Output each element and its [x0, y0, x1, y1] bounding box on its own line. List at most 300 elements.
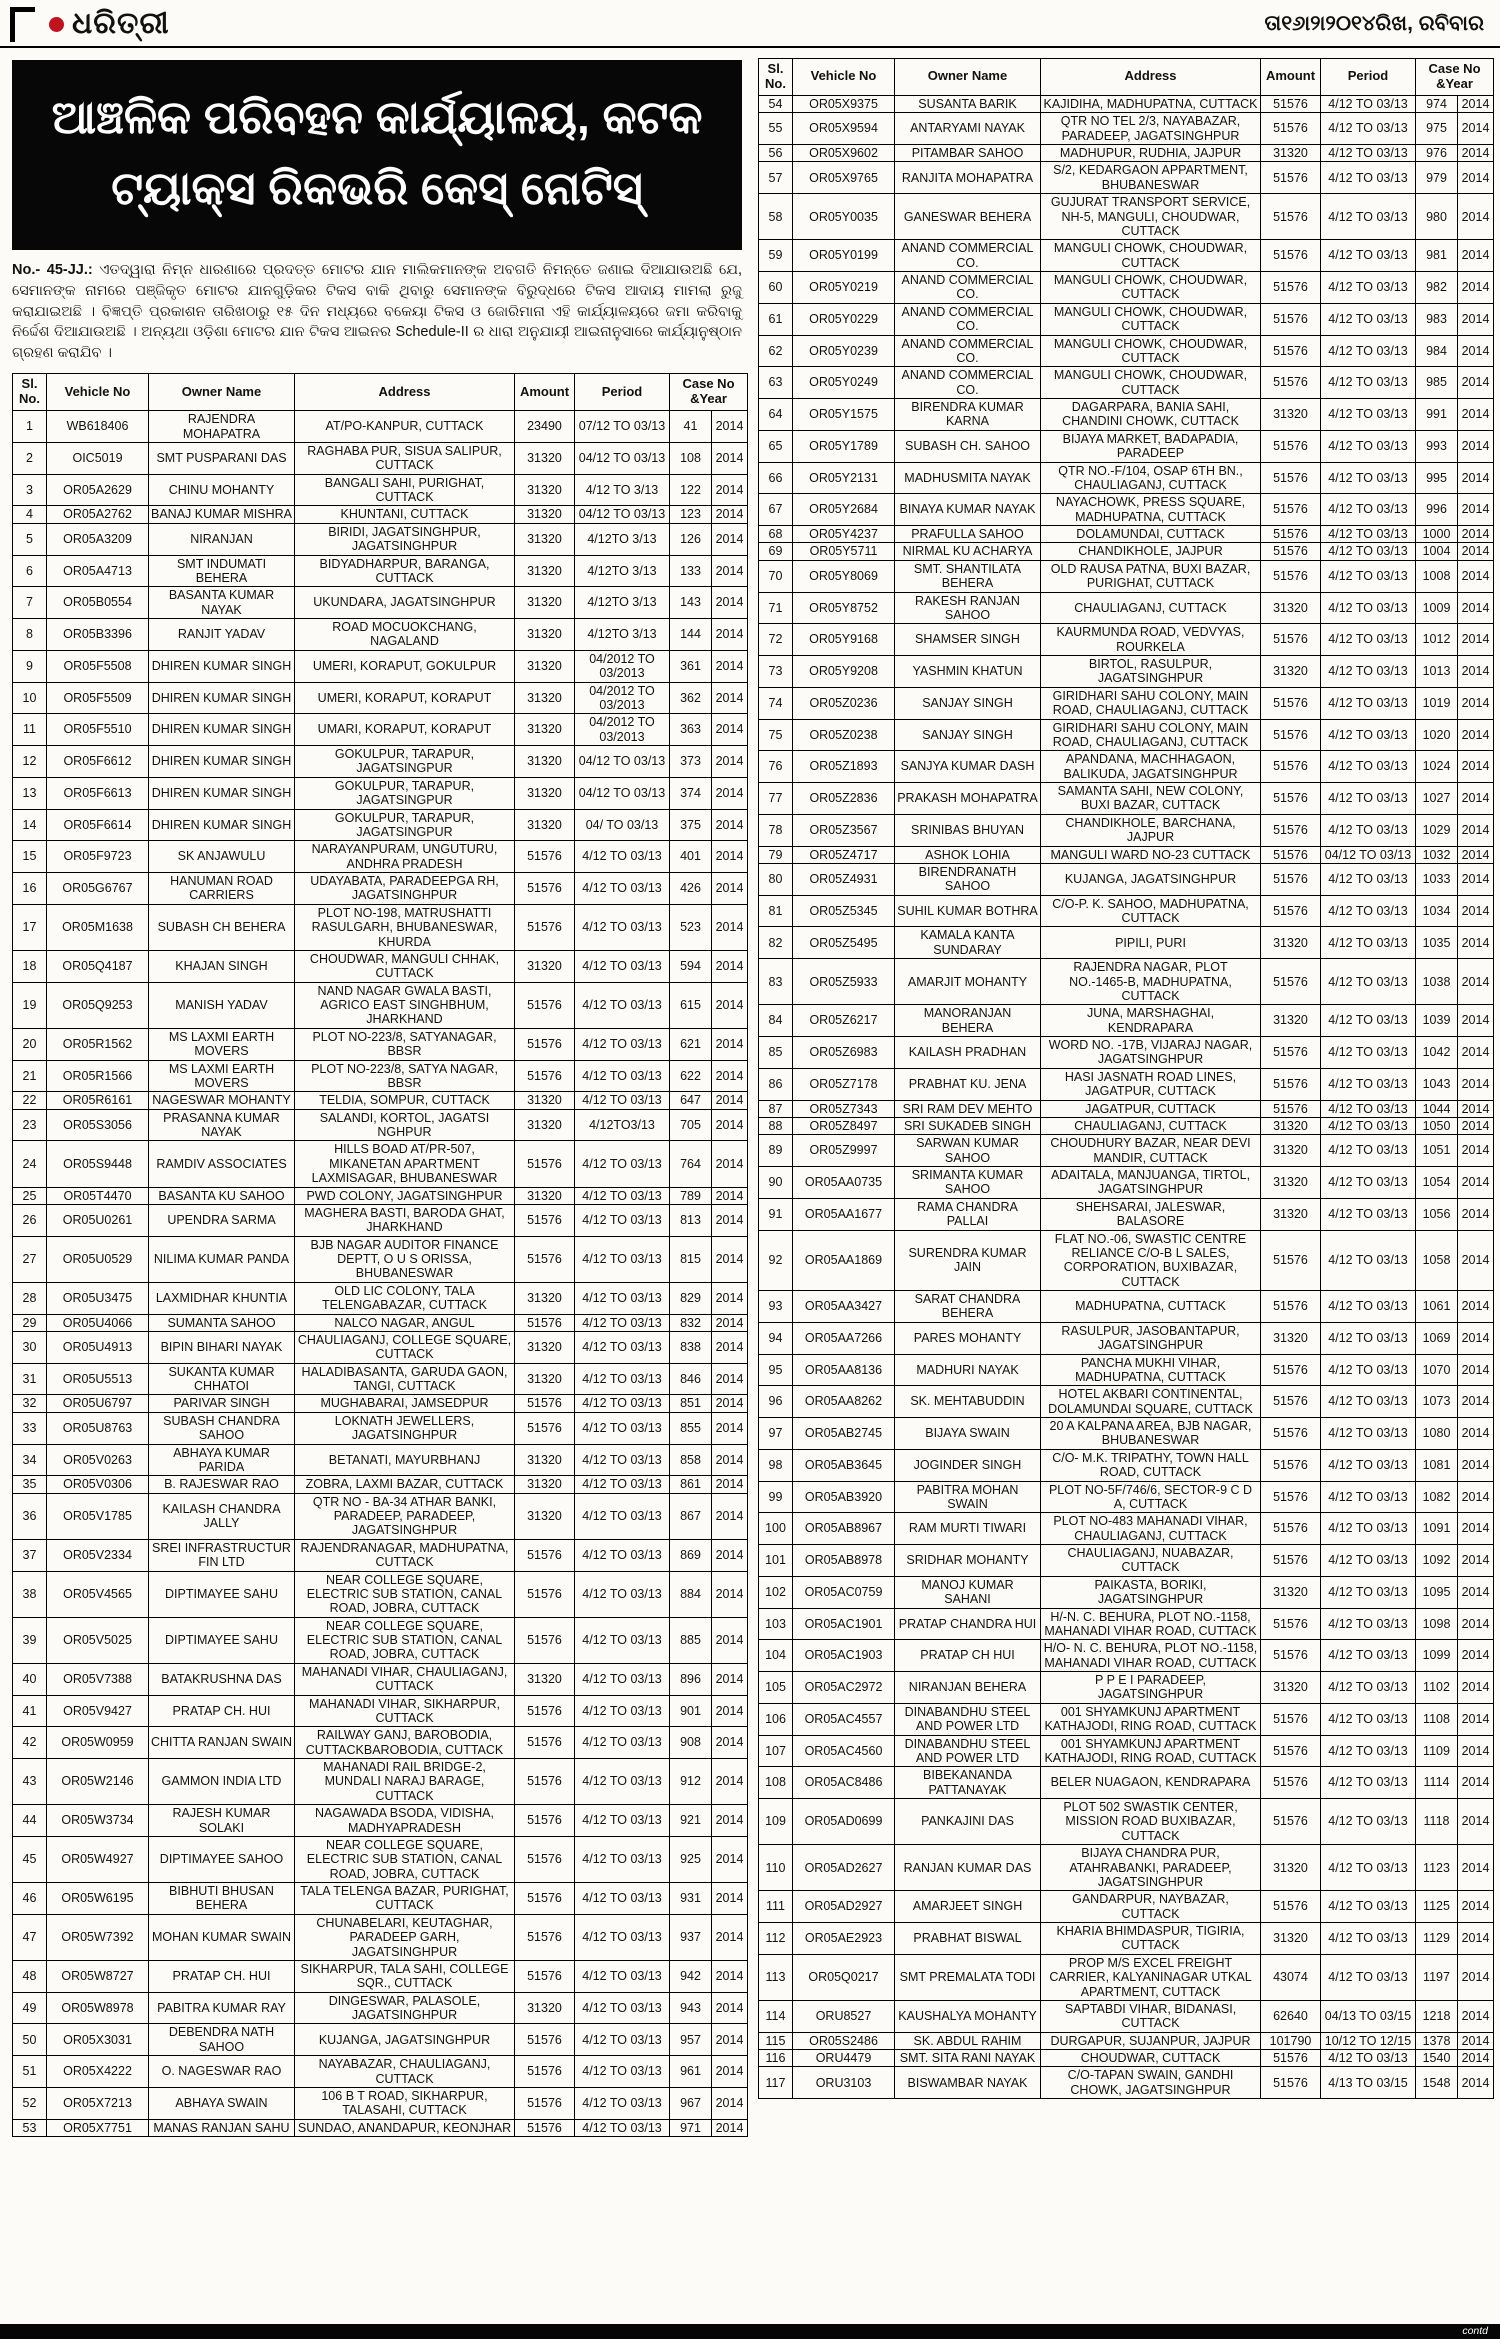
cell-sl-no: 32	[13, 1395, 47, 1412]
cell-address: GUJURAT TRANSPORT SERVICE, NH-5, MANGULI, CHOUDWAR, CUTTACK	[1041, 194, 1261, 240]
cell-vehicle-no: OR05Z6217	[793, 1005, 895, 1037]
cell-vehicle-no: OR05AC8486	[793, 1767, 895, 1799]
cell-case-no: 885	[670, 1617, 712, 1663]
cell-period: 4/12 TO 03/13	[1321, 1767, 1416, 1799]
cell-period: 4/12 TO 03/13	[575, 1476, 670, 1493]
cell-period: 4/12 TO 03/13	[1321, 1449, 1416, 1481]
cell-case-no: 144	[670, 619, 712, 651]
cell-period: 4/12 TO 03/13	[1321, 1068, 1416, 1100]
cell-sl-no: 38	[13, 1571, 47, 1617]
cell-year: 2014	[1458, 1230, 1494, 1291]
cell-period: 4/12 TO 03/13	[1321, 1117, 1416, 1134]
cell-address: HOTEL AKBARI CONTINENTAL, DOLAMUNDAI SQUARE, CUTTACK	[1041, 1386, 1261, 1418]
cell-vehicle-no: OR05AC1901	[793, 1608, 895, 1640]
cell-address: ADAITALA, MANJUANGA, TIRTOL, JAGATSINGHPUR	[1041, 1167, 1261, 1199]
cell-case-no: 363	[670, 714, 712, 746]
cell-period: 04/ TO 03/13	[575, 809, 670, 841]
cell-amount: 51576	[1261, 1037, 1321, 1069]
cell-case-no: 813	[670, 1204, 712, 1236]
cell-case-no: 1129	[1416, 1923, 1458, 1955]
cell-sl-no: 25	[13, 1187, 47, 1204]
cell-owner-name: O. NAGESWAR RAO	[149, 2056, 295, 2088]
column-header: Period	[575, 374, 670, 411]
column-header: Address	[295, 374, 515, 411]
cell-sl-no: 9	[13, 650, 47, 682]
cell-year: 2014	[1458, 959, 1494, 1005]
cell-sl-no: 16	[13, 873, 47, 905]
cell-owner-name: PARIVAR SINGH	[149, 1395, 295, 1412]
cell-address: QTR NO TEL 2/3, NAYABAZAR, PARADEEP, JAGATSINGHPUR	[1041, 113, 1261, 145]
cell-sl-no: 87	[759, 1100, 793, 1117]
cell-sl-no: 30	[13, 1331, 47, 1363]
table-row	[759, 303, 1494, 335]
column-header: Sl. No.	[759, 59, 793, 96]
cell-period: 4/12 TO 03/13	[575, 950, 670, 982]
cell-period: 4/12 TO 03/13	[575, 1236, 670, 1282]
cell-year: 2014	[712, 1571, 748, 1617]
table-row	[759, 814, 1494, 846]
cell-vehicle-no: OIC5019	[47, 442, 149, 474]
cell-period: 4/13 TO 03/15	[1321, 2067, 1416, 2099]
cell-case-no: 1069	[1416, 1322, 1458, 1354]
cell-case-no: 108	[670, 442, 712, 474]
cell-address: BIJAYA CHANDRA PUR, ATAHRABANKI, PARADEEP, JAGATSINGHPUR	[1041, 1845, 1261, 1891]
cell-vehicle-no: OR05X9765	[793, 162, 895, 194]
corner-mark	[10, 7, 35, 42]
cell-year: 2014	[1458, 895, 1494, 927]
cell-case-no: 1024	[1416, 751, 1458, 783]
cell-period: 4/12 TO 03/13	[1321, 1672, 1416, 1704]
cell-amount: 51576	[1261, 1481, 1321, 1513]
cell-year: 2014	[712, 1883, 748, 1915]
cell-vehicle-no: OR05Z0238	[793, 719, 895, 751]
table-row	[759, 1954, 1494, 2000]
cell-year: 2014	[712, 950, 748, 982]
cell-address: BETANATI, MAYURBHANJ	[295, 1444, 515, 1476]
cell-period: 4/12 TO 03/13	[575, 1187, 670, 1204]
cell-vehicle-no: OR05A4713	[47, 555, 149, 587]
cell-owner-name: PRAFULLA SAHOO	[895, 526, 1041, 543]
cell-address: HALADIBASANTA, GARUDA GAON, TANGI, CUTTACK	[295, 1363, 515, 1395]
cell-owner-name: JOGINDER SINGH	[895, 1449, 1041, 1481]
cell-sl-no: 15	[13, 841, 47, 873]
cell-case-no: 1070	[1416, 1354, 1458, 1386]
cell-period: 4/12 TO 03/13	[575, 1493, 670, 1539]
cell-case-no: 896	[670, 1663, 712, 1695]
cell-amount: 51576	[1261, 1735, 1321, 1767]
cell-owner-name: SANJAY SINGH	[895, 687, 1041, 719]
cell-sl-no: 66	[759, 462, 793, 494]
cell-period: 4/12 TO 03/13	[1321, 303, 1416, 335]
cell-owner-name: BATAKRUSHNA DAS	[149, 1663, 295, 1695]
cell-sl-no: 69	[759, 543, 793, 560]
table-row	[759, 2067, 1494, 2099]
cell-address: GOKULPUR, TARAPUR, JAGATSINGPUR	[295, 746, 515, 778]
cell-year: 2014	[712, 1695, 748, 1727]
cell-owner-name: NIRANJAN BEHERA	[895, 1672, 1041, 1704]
cell-period: 4/12 TO 03/13	[1321, 113, 1416, 145]
cell-amount: 51576	[515, 2119, 575, 2136]
cell-owner-name: ANAND COMMERCIAL CO.	[895, 240, 1041, 272]
cell-year: 2014	[1458, 846, 1494, 863]
table-row	[759, 1322, 1494, 1354]
cell-case-no: 943	[670, 1992, 712, 2024]
cell-owner-name: SARAT CHANDRA BEHERA	[895, 1291, 1041, 1323]
cell-case-no: 908	[670, 1727, 712, 1759]
table-row	[759, 1608, 1494, 1640]
cell-vehicle-no: OR05V9427	[47, 1695, 149, 1727]
column-header: Amount	[515, 374, 575, 411]
cell-address: 001 SHYAMKUNJ APARTMENT KATHAJODI, RING ROAD, CUTTACK	[1041, 1703, 1261, 1735]
cell-year: 2014	[1458, 1923, 1494, 1955]
cell-sl-no: 28	[13, 1282, 47, 1314]
cell-owner-name: RAM MURTI TIWARI	[895, 1513, 1041, 1545]
cell-sl-no: 78	[759, 814, 793, 846]
cell-vehicle-no: OR05V0263	[47, 1444, 149, 1476]
cell-case-no: 984	[1416, 335, 1458, 367]
cell-vehicle-no: ORU4479	[793, 2050, 895, 2067]
cell-amount: 51576	[1261, 1230, 1321, 1291]
cell-vehicle-no: OR05R1562	[47, 1028, 149, 1060]
cell-address: RAGHABA PUR, SISUA SALIPUR, CUTTACK	[295, 442, 515, 474]
cell-year: 2014	[712, 2056, 748, 2088]
cell-period: 4/12 TO 03/13	[1321, 624, 1416, 656]
cell-sl-no: 6	[13, 555, 47, 587]
cell-owner-name: ANAND COMMERCIAL CO.	[895, 335, 1041, 367]
cell-case-no: 931	[670, 1883, 712, 1915]
cell-vehicle-no: OR05X7213	[47, 2087, 149, 2119]
table-row	[759, 1386, 1494, 1418]
table-row	[759, 560, 1494, 592]
cell-sl-no: 11	[13, 714, 47, 746]
cell-vehicle-no: OR05Y2131	[793, 462, 895, 494]
cell-amount: 51576	[1261, 1291, 1321, 1323]
cell-case-no: 815	[670, 1236, 712, 1282]
cell-year: 2014	[712, 746, 748, 778]
column-header: Owner Name	[895, 59, 1041, 96]
cell-year: 2014	[712, 1992, 748, 2024]
cell-vehicle-no: OR05W0959	[47, 1727, 149, 1759]
cell-amount: 31320	[1261, 656, 1321, 688]
cell-address: MAHANADI VIHAR, CHAULIAGANJ, CUTTACK	[295, 1663, 515, 1695]
cell-sl-no: 67	[759, 494, 793, 526]
cell-sl-no: 109	[759, 1799, 793, 1845]
cell-case-no: 975	[1416, 113, 1458, 145]
cell-address: P P E I PARADEEP, JAGATSINGHPUR	[1041, 1672, 1261, 1704]
table-row	[759, 162, 1494, 194]
cell-period: 4/12 TO 03/13	[575, 982, 670, 1028]
cell-address: BANGALI SAHI, PURIGHAT, CUTTACK	[295, 474, 515, 506]
cell-owner-name: DIPTIMAYEE SAHU	[149, 1571, 295, 1617]
cell-sl-no: 82	[759, 927, 793, 959]
cell-year: 2014	[1458, 145, 1494, 162]
cell-case-no: 1081	[1416, 1449, 1458, 1481]
cell-address: PLOT NO-5F/746/6, SECTOR-9 C D A, CUTTACK	[1041, 1481, 1261, 1513]
cell-sl-no: 89	[759, 1135, 793, 1167]
cell-period: 4/12 TO 03/13	[575, 2087, 670, 2119]
cell-owner-name: RANJAN KUMAR DAS	[895, 1845, 1041, 1891]
cell-address: NEAR COLLEGE SQUARE, ELECTRIC SUB STATION, CANAL ROAD, JOBRA, CUTTACK	[295, 1617, 515, 1663]
cell-case-no: 838	[670, 1331, 712, 1363]
cell-vehicle-no: OR05AC1903	[793, 1640, 895, 1672]
cell-amount: 51576	[515, 1727, 575, 1759]
cell-address: PLOT NO-223/8, SATYA NAGAR, BBSR	[295, 1060, 515, 1092]
cell-amount: 23490	[515, 411, 575, 443]
cell-year: 2014	[1458, 814, 1494, 846]
cell-amount: 31320	[1261, 1845, 1321, 1891]
cell-period: 4/12 TO 03/13	[1321, 95, 1416, 112]
cell-amount: 31320	[1261, 1198, 1321, 1230]
cell-owner-name: MANAS RANJAN SAHU	[149, 2119, 295, 2136]
cell-period: 4/12 TO 03/13	[1321, 145, 1416, 162]
cell-vehicle-no: OR05AE2923	[793, 1923, 895, 1955]
cell-vehicle-no: OR05AC0759	[793, 1576, 895, 1608]
cell-owner-name: MADHUSMITA NAYAK	[895, 462, 1041, 494]
cell-sl-no: 115	[759, 2032, 793, 2049]
cell-sl-no: 53	[13, 2119, 47, 2136]
cell-period: 4/12 TO 03/13	[1321, 1799, 1416, 1845]
cell-vehicle-no: OR05W4927	[47, 1836, 149, 1882]
cell-amount: 51576	[1261, 895, 1321, 927]
cell-year: 2014	[1458, 2050, 1494, 2067]
table-row	[759, 462, 1494, 494]
cell-case-no: 41	[670, 411, 712, 443]
cell-vehicle-no: OR05X4222	[47, 2056, 149, 2088]
cell-vehicle-no: OR05Y0239	[793, 335, 895, 367]
table-row	[759, 272, 1494, 304]
cell-vehicle-no: ORU8527	[793, 2000, 895, 2032]
cell-case-no: 133	[670, 555, 712, 587]
cell-year: 2014	[712, 841, 748, 873]
cell-amount: 43074	[1261, 1954, 1321, 2000]
notice-body-text: ଏତଦ୍ୱାରା ନିମ୍ନ ଧାରଣାରେ ପ୍ରଦତ୍ତ ମୋଟର ଯାନ ମାଲିକମାନଙ୍କ ଅବଗତି ନିମନ୍ତେ ଜଣାଇ ଦିଆଯାଉଅଛି ଯେ, ସେମାନଙ୍କ ନାମରେ ପଞ୍ଜିକୃତ ମୋଟର ଯାନଗୁଡ଼ିକର ଟିକସ ବାକି ଥିବାରୁ ସେମାନଙ୍କ ବିରୁଦ୍ଧରେ ଟିକସ ଆଦାୟ ମାମଲା ରୁଜୁ କରାଯାଇଅଛି । ବିଜ୍ଞପ୍ତି ପ୍ରକାଶନ ତାରିଖଠାରୁ ୧୫ ଦିନ ମଧ୍ୟରେ ବକେୟା ଟିକସ ଓ ଜୋରିମାନା ଏହି କାର୍ଯ୍ୟାଳୟରେ ଜମା କରିବାକୁ ନିର୍ଦ୍ଦେଶ ଦିଆଯାଉଅଛି । ଅନ୍ୟଥା ଓଡ଼ିଶା ମୋଟର ଯାନ ଟିକସ ଆଇନର Schedule-II ର ଧାରା ଅନୁଯାୟୀ ଆଇନାନୁସାରେ କାର୍ଯ୍ୟାନୁଷ୍ଠାନ ଗ୍ରହଣ କରାଯିବ ।	[12, 262, 742, 361]
cell-year: 2014	[1458, 1005, 1494, 1037]
cell-sl-no: 75	[759, 719, 793, 751]
cell-amount: 51576	[1261, 1100, 1321, 1117]
cell-address: RAILWAY GANJ, BAROBODIA, CUTTACKBAROBODIA, CUTTACK	[295, 1727, 515, 1759]
cell-year: 2014	[1458, 687, 1494, 719]
cell-year: 2014	[712, 1836, 748, 1882]
cell-period: 4/12 TO 03/13	[1321, 1291, 1416, 1323]
cell-address: GIRIDHARI SAHU COLONY, MAIN ROAD, CHAULIAGANJ, CUTTACK	[1041, 719, 1261, 751]
cell-address: NARAYANPURAM, UNGUTURU, ANDHRA PRADESH	[295, 841, 515, 873]
cell-year: 2014	[1458, 367, 1494, 399]
cell-year: 2014	[1458, 1322, 1494, 1354]
table-row	[13, 904, 748, 950]
cell-sl-no: 46	[13, 1883, 47, 1915]
cell-case-no: 1098	[1416, 1608, 1458, 1640]
cell-sl-no: 47	[13, 1914, 47, 1960]
cell-amount: 51576	[515, 1314, 575, 1331]
cell-owner-name: PRABHAT KU. JENA	[895, 1068, 1041, 1100]
cell-year: 2014	[1458, 1767, 1494, 1799]
table-row	[13, 1109, 748, 1141]
cell-amount: 31320	[515, 1109, 575, 1141]
cell-case-no: 957	[670, 2024, 712, 2056]
cell-vehicle-no: OR05Y0249	[793, 367, 895, 399]
cell-owner-name: CHINU MOHANTY	[149, 474, 295, 506]
cell-address: MAHANADI RAIL BRIDGE-2, MUNDALI NARAJ BARAGE, CUTTACK	[295, 1759, 515, 1805]
table-row	[13, 1476, 748, 1493]
table-row	[13, 1914, 748, 1960]
cell-period: 4/12 TO 03/13	[575, 1836, 670, 1882]
header-row	[759, 59, 1494, 96]
table-row	[13, 2024, 748, 2056]
cell-amount: 31320	[515, 442, 575, 474]
cell-vehicle-no: OR05U4066	[47, 1314, 149, 1331]
cell-case-no: 1218	[1416, 2000, 1458, 2032]
cell-year: 2014	[712, 1092, 748, 1109]
cell-amount: 51576	[515, 1759, 575, 1805]
cell-case-no: 1043	[1416, 1068, 1458, 1100]
cell-period: 07/12 TO 03/13	[575, 411, 670, 443]
cell-year: 2014	[1458, 1703, 1494, 1735]
cell-case-no: 622	[670, 1060, 712, 1092]
table-row	[13, 682, 748, 714]
cell-address: C/O- M.K. TRIPATHY, TOWN HALL ROAD, CUTTACK	[1041, 1449, 1261, 1481]
cell-period: 4/12 TO 03/13	[575, 904, 670, 950]
cell-owner-name: ANAND COMMERCIAL CO.	[895, 367, 1041, 399]
table-row	[13, 1331, 748, 1363]
cell-address: SHEHSARAI, JALESWAR, BALASORE	[1041, 1198, 1261, 1230]
cell-vehicle-no: OR05U4913	[47, 1331, 149, 1363]
cell-year: 2014	[712, 1109, 748, 1141]
cell-period: 4/12 TO 03/13	[1321, 430, 1416, 462]
cell-year: 2014	[712, 1960, 748, 1992]
cell-case-no: 1029	[1416, 814, 1458, 846]
cell-period: 4/12 TO 03/13	[1321, 367, 1416, 399]
cell-amount: 31320	[1261, 927, 1321, 959]
cell-year: 2014	[1458, 1735, 1494, 1767]
cell-case-no: 869	[670, 1539, 712, 1571]
cell-case-no: 789	[670, 1187, 712, 1204]
cell-address: H/O- N. C. BEHURA, PLOT NO.-1158, MAHANADI VIHAR ROAD, CUTTACK	[1041, 1640, 1261, 1672]
page-header	[0, 0, 1500, 48]
cell-address: NAND NAGAR GWALA BASTI, AGRICO EAST SINGHBHUM, JHARKHAND	[295, 982, 515, 1028]
table-row	[13, 746, 748, 778]
table-row	[759, 526, 1494, 543]
table-row	[759, 2000, 1494, 2032]
cell-amount: 31320	[515, 523, 575, 555]
cell-address: MANGULI WARD NO-23 CUTTACK	[1041, 846, 1261, 863]
cell-sl-no: 22	[13, 1092, 47, 1109]
cell-year: 2014	[1458, 1481, 1494, 1513]
table-row	[759, 399, 1494, 431]
table-row	[759, 1923, 1494, 1955]
cell-owner-name: MADHURI NAYAK	[895, 1354, 1041, 1386]
cell-case-no: 1540	[1416, 2050, 1458, 2067]
cell-vehicle-no: OR05Z5345	[793, 895, 895, 927]
cell-case-no: 961	[670, 2056, 712, 2088]
cell-vehicle-no: OR05V4565	[47, 1571, 149, 1617]
cell-owner-name: B. RAJESWAR RAO	[149, 1476, 295, 1493]
cell-case-no: 979	[1416, 162, 1458, 194]
cell-vehicle-no: OR05R6161	[47, 1092, 149, 1109]
cell-vehicle-no: OR05Z8497	[793, 1117, 895, 1134]
cell-case-no: 764	[670, 1141, 712, 1187]
cell-owner-name: PRATAP CH. HUI	[149, 1695, 295, 1727]
cell-sl-no: 20	[13, 1028, 47, 1060]
cell-sl-no: 7	[13, 587, 47, 619]
cell-case-no: 980	[1416, 194, 1458, 240]
cell-address: MANGULI CHOWK, CHOUDWAR, CUTTACK	[1041, 303, 1261, 335]
cell-address: NALCO NAGAR, ANGUL	[295, 1314, 515, 1331]
table-row	[759, 687, 1494, 719]
notice-ref-no: No.- 45-JJ.:	[12, 262, 93, 279]
cell-owner-name: SRINIBAS BHUYAN	[895, 814, 1041, 846]
cell-case-no: 976	[1416, 145, 1458, 162]
cell-vehicle-no: OR05AB8967	[793, 1513, 895, 1545]
cell-sl-no: 92	[759, 1230, 793, 1291]
cell-owner-name: DHIREN KUMAR SINGH	[149, 777, 295, 809]
column-header: Owner Name	[149, 374, 295, 411]
cell-owner-name: ANAND COMMERCIAL CO.	[895, 303, 1041, 335]
cell-vehicle-no: OR05AD2927	[793, 1891, 895, 1923]
cell-address: MANGULI CHOWK, CHOUDWAR, CUTTACK	[1041, 335, 1261, 367]
cell-year: 2014	[712, 2119, 748, 2136]
recovery-table-left	[12, 373, 748, 2137]
cell-vehicle-no: OR05V5025	[47, 1617, 149, 1663]
cell-vehicle-no: OR05Z2836	[793, 783, 895, 815]
cell-year: 2014	[712, 1759, 748, 1805]
cell-amount: 62640	[1261, 2000, 1321, 2032]
cell-case-no: 1073	[1416, 1386, 1458, 1418]
cell-vehicle-no: OR05AC4557	[793, 1703, 895, 1735]
cell-amount: 51576	[515, 2056, 575, 2088]
cell-period: 4/12 TO 03/13	[1321, 751, 1416, 783]
cell-period: 4/12TO 3/13	[575, 555, 670, 587]
cell-sl-no: 110	[759, 1845, 793, 1891]
cell-amount: 31320	[515, 619, 575, 651]
cell-vehicle-no: OR05AA3427	[793, 1291, 895, 1323]
cell-owner-name: MS LAXMI EARTH MOVERS	[149, 1060, 295, 1092]
cell-address: GANDARPUR, NAYBAZAR, CUTTACK	[1041, 1891, 1261, 1923]
cell-amount: 31320	[515, 714, 575, 746]
cell-case-no: 1019	[1416, 687, 1458, 719]
table-row	[759, 1037, 1494, 1069]
cell-year: 2014	[1458, 543, 1494, 560]
cell-address: PLOT 502 SWASTIK CENTER, MISSION ROAD BUXIBAZAR, CUTTACK	[1041, 1799, 1261, 1845]
cell-sl-no: 90	[759, 1167, 793, 1199]
cell-owner-name: PABITRA MOHAN SWAIN	[895, 1481, 1041, 1513]
cell-vehicle-no: OR05Y1789	[793, 430, 895, 462]
cell-case-no: 901	[670, 1695, 712, 1727]
cell-period: 4/12 TO 03/13	[575, 1141, 670, 1187]
cell-vehicle-no: OR05Q9253	[47, 982, 149, 1028]
cell-period: 4/12TO3/13	[575, 1109, 670, 1141]
table-row	[13, 1444, 748, 1476]
cell-period: 4/12 TO 03/13	[575, 1412, 670, 1444]
cell-address: ROAD MOCUOKCHANG, NAGALAND	[295, 619, 515, 651]
cell-amount: 51576	[1261, 1767, 1321, 1799]
cell-amount: 31320	[1261, 1576, 1321, 1608]
cell-period: 4/12 TO 03/13	[575, 2024, 670, 2056]
cell-address: H/-N. C. BEHURA, PLOT NO.-1158, MAHANADI VIHAR ROAD, CUTTACK	[1041, 1608, 1261, 1640]
cell-year: 2014	[712, 682, 748, 714]
cell-year: 2014	[1458, 624, 1494, 656]
table-row	[13, 1187, 748, 1204]
cell-owner-name: BASANTA KUMAR NAYAK	[149, 587, 295, 619]
table-row	[759, 1005, 1494, 1037]
cell-owner-name: DHIREN KUMAR SINGH	[149, 682, 295, 714]
cell-sl-no: 65	[759, 430, 793, 462]
cell-owner-name: SUMANTA SAHOO	[149, 1314, 295, 1331]
cell-vehicle-no: OR05Z4931	[793, 863, 895, 895]
cell-year: 2014	[1458, 1954, 1494, 2000]
table-row	[13, 1571, 748, 1617]
cell-period: 04/13 TO 03/15	[1321, 2000, 1416, 2032]
cell-period: 4/12 TO 03/13	[575, 1571, 670, 1617]
